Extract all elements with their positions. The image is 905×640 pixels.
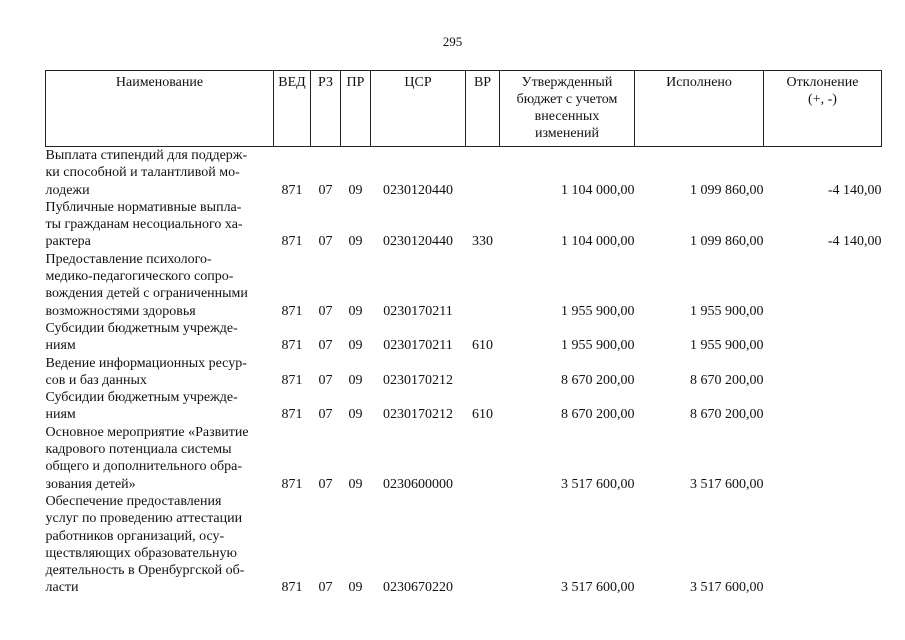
cell-name-line: вождения детей с ограниченными — [45, 286, 248, 302]
cell-budget: 1 955 900,00 — [561, 338, 635, 354]
cell-rz: 07 — [318, 303, 333, 319]
cell-rz: 07 — [318, 476, 333, 492]
cell-name-line: ниям — [45, 338, 76, 354]
cell-name — [46, 147, 274, 199]
table-row — [46, 251, 882, 320]
cell-name — [46, 355, 274, 390]
header-budget-line: бюджет с учетом — [516, 92, 618, 107]
header-deviation-line: (+, -) — [808, 92, 837, 107]
cell-done: 1 099 860,00 — [690, 234, 764, 250]
cell-name-line: сов и баз данных — [45, 372, 147, 388]
cell-rz: 07 — [318, 372, 333, 388]
cell-vr — [466, 424, 500, 493]
cell-name-line: ществляющих образовательную — [45, 545, 237, 561]
cell-name-line: Субсидии бюджетным учрежде- — [45, 390, 238, 406]
header-budget-line: Утвержденный — [521, 75, 613, 90]
budget-table — [45, 70, 882, 597]
cell-name-line: медико-педагогического сопро- — [45, 269, 234, 285]
cell-ved: 871 — [281, 580, 303, 596]
cell-csr: 0230120440 — [383, 234, 453, 250]
cell-name-line: работников организаций, осу- — [45, 528, 225, 544]
cell-ved: 871 — [281, 182, 303, 198]
cell-deviation: -4 140,00 — [827, 182, 882, 198]
cell-rz: 07 — [318, 580, 333, 596]
cell-name-line: услуг по проведению аттестации — [45, 511, 243, 527]
cell-name-line: ласти — [45, 580, 79, 596]
header-rz: РЗ — [311, 71, 341, 147]
cell-budget: 1 104 000,00 — [561, 182, 635, 198]
header-name: Наименование — [46, 71, 274, 147]
cell-done: 8 670 200,00 — [690, 407, 764, 423]
cell-vr — [466, 493, 500, 597]
cell-name — [46, 251, 274, 320]
cell-name-line: рактера — [45, 234, 91, 250]
cell-name-line: ниям — [45, 407, 76, 423]
cell-done: 3 517 600,00 — [690, 476, 764, 492]
cell-vr — [466, 251, 500, 320]
cell-name-line: кадрового потенциала системы — [45, 442, 232, 458]
cell-budget: 1 955 900,00 — [561, 303, 635, 319]
cell-deviation — [764, 251, 882, 320]
header-ved: ВЕД — [274, 71, 311, 147]
cell-pr: 09 — [348, 234, 363, 250]
cell-rz: 07 — [318, 338, 333, 354]
cell-pr: 09 — [348, 407, 363, 423]
header-deviation-line: Отклонение — [786, 75, 859, 90]
cell-ved: 871 — [281, 234, 303, 250]
page-number: 295 — [442, 34, 463, 49]
cell-budget: 3 517 600,00 — [561, 580, 635, 596]
cell-vr: 610 — [472, 407, 493, 423]
cell-rz: 07 — [318, 182, 333, 198]
header-pr: ПР — [341, 71, 371, 147]
cell-deviation — [764, 493, 882, 597]
table-row — [46, 493, 882, 597]
cell-name — [46, 199, 274, 251]
cell-name-line: ты гражданам несоциального ха- — [45, 217, 243, 233]
cell-budget: 3 517 600,00 — [561, 476, 635, 492]
cell-csr: 0230600000 — [383, 476, 453, 492]
cell-name-line: общего и дополнительного обра- — [45, 459, 242, 475]
cell-vr — [466, 147, 500, 199]
cell-name — [46, 424, 274, 493]
cell-csr: 0230670220 — [383, 580, 453, 596]
cell-deviation: -4 140,00 — [827, 234, 882, 250]
table-body — [46, 147, 882, 597]
cell-name-line: ки способной и талантливой мо- — [45, 165, 240, 181]
cell-csr: 0230170212 — [383, 407, 453, 423]
cell-name-line: Субсидии бюджетным учрежде- — [45, 320, 238, 336]
cell-name-line: деятельность в Оренбургской об- — [45, 563, 245, 579]
cell-deviation — [764, 424, 882, 493]
cell-pr: 09 — [348, 182, 363, 198]
header-csr: ЦСР — [371, 71, 466, 147]
cell-name-line: Ведение информационных ресур- — [45, 355, 247, 371]
cell-csr: 0230170211 — [383, 303, 453, 319]
table-row — [46, 389, 882, 424]
cell-name — [46, 320, 274, 355]
cell-ved: 871 — [281, 338, 303, 354]
table-row — [46, 147, 882, 199]
cell-budget: 1 104 000,00 — [561, 234, 635, 250]
cell-vr: 610 — [472, 338, 493, 354]
cell-vr: 330 — [472, 234, 493, 250]
cell-budget: 8 670 200,00 — [561, 407, 635, 423]
cell-rz: 07 — [318, 407, 333, 423]
cell-pr: 09 — [348, 338, 363, 354]
cell-name-line: зования детей» — [45, 476, 136, 492]
cell-ved: 871 — [281, 476, 303, 492]
cell-ved: 871 — [281, 407, 303, 423]
table-header — [46, 71, 882, 147]
cell-ved: 871 — [281, 372, 303, 388]
cell-vr — [466, 355, 500, 390]
cell-pr: 09 — [348, 476, 363, 492]
cell-csr: 0230170211 — [383, 338, 453, 354]
cell-budget: 8 670 200,00 — [561, 372, 635, 388]
cell-done: 3 517 600,00 — [690, 580, 764, 596]
header-budget-line: внесенных — [534, 109, 600, 124]
table-row — [46, 199, 882, 251]
cell-done: 1 955 900,00 — [690, 338, 764, 354]
header-budget-line: изменений — [534, 126, 600, 141]
header-deviation — [764, 71, 882, 147]
header-budget — [500, 71, 635, 147]
cell-name-line: Обеспечение предоставления — [45, 493, 222, 509]
table-row — [46, 424, 882, 493]
cell-done: 1 955 900,00 — [690, 303, 764, 319]
cell-name-line: Предоставление психолого- — [45, 251, 212, 267]
cell-ved: 871 — [281, 303, 303, 319]
cell-csr: 0230120440 — [383, 182, 453, 198]
cell-name-line: лодежи — [45, 182, 90, 198]
cell-name — [46, 493, 274, 597]
cell-pr: 09 — [348, 372, 363, 388]
cell-deviation — [764, 355, 882, 390]
cell-name-line: возможностями здоровья — [45, 303, 196, 319]
cell-done: 8 670 200,00 — [690, 372, 764, 388]
table-row — [46, 355, 882, 390]
cell-deviation — [764, 320, 882, 355]
cell-rz: 07 — [318, 234, 333, 250]
header-vr: ВР — [466, 71, 500, 147]
cell-pr: 09 — [348, 303, 363, 319]
cell-done: 1 099 860,00 — [690, 182, 764, 198]
cell-name — [46, 389, 274, 424]
header-done: Исполнено — [635, 71, 764, 147]
cell-name-line: Публичные нормативные выпла- — [45, 199, 242, 215]
cell-deviation — [764, 389, 882, 424]
table-row — [46, 320, 882, 355]
cell-csr: 0230170212 — [383, 372, 453, 388]
cell-name-line: Основное мероприятие «Развитие — [45, 424, 249, 440]
cell-pr: 09 — [348, 580, 363, 596]
cell-name-line: Выплата стипендий для поддерж- — [45, 148, 248, 163]
